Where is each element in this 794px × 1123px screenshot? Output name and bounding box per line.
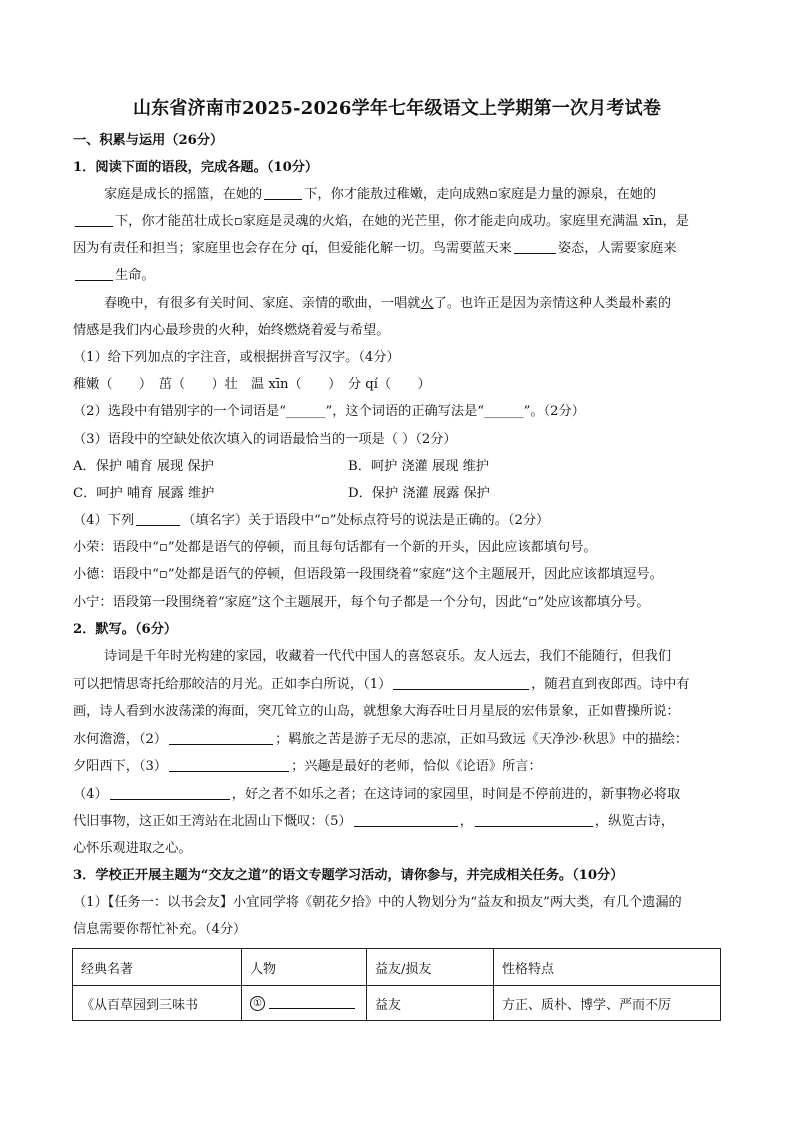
question-2-heading: 2．默写。（6分） (73, 622, 178, 637)
passage-line: 下，你才能茁壮成长▫家庭是灵魂的火焰，在她的光芒里，你才能走向成功。家庭里充满温 xīn，是 (73, 213, 723, 231)
sub-question-1: （1）给下列加点的字注音，或根据拼音写汉字。（4分） (73, 350, 400, 365)
underlined-word: 火 (420, 296, 434, 311)
sub-question-3: （3）语段中的空缺处依次填入的词语最恰当的一项是（ ）（2分） (73, 432, 457, 447)
passage-line: 画，诗人看到水波荡漾的海面，突兀耸立的山岛，就想象大海吞吐日月星辰的宏伟景象，正如曹操所说： (73, 704, 680, 719)
passage-line: 春晚中，有很多有关时间、家庭、亲情的歌曲，一唱就火了。也许正是因为亲情这种人类最朴素的 (104, 296, 672, 311)
friends-table (72, 948, 721, 1021)
table-cell-book: 《从百草园到三味书 (73, 986, 242, 1021)
table-header-row (73, 949, 721, 986)
option-a: A．保护 哺育 展现 保护 (73, 459, 214, 474)
passage-line: 家庭是成长的摇篮，在她的 下，你才能敖过稚嫩，走向成熟▫家庭是力量的源泉，在她的 (104, 187, 657, 202)
option-b: B．呵护 浇灌 展现 维护 (348, 459, 489, 474)
passage-line: 情感是我们内心最珍贵的火种，始终燃烧着爱与希望。 (73, 323, 390, 338)
table-header-cell: 益友/损友 (367, 949, 494, 986)
circled-number: ① (250, 996, 265, 1011)
passage-line: 诗词是千年时光构建的家园，收藏着一代代中国人的喜怒哀乐。友人远去，我们不能随行，但我们 (104, 649, 672, 664)
option-c: C．呵护 哺育 展露 维护 (73, 486, 215, 501)
statement-xiaorong: 小荣：语段中“▫”处都是语气的停顿，而且每句话都有一个新的开头，因此应该都填句号。 (73, 540, 597, 555)
punct-mark: ▫ (233, 214, 243, 229)
sub-question-4: （4）下列 （填名字）关于语段中“▫”处标点符号的说法是正确的。（2分） (73, 513, 550, 528)
option-d: D．保护 浇灌 展露 保护 (348, 486, 490, 501)
passage-line: 水何澹澹，（2） ；羁旅之苦是游子无尽的悲凉，正如马致远《天净沙·秋思》中的描绘： (73, 732, 689, 747)
option-row (73, 485, 723, 503)
statement-xiaoning: 小宁：语段第一段围绕着“家庭”这个主题展开，每个句子都是一个分句，因此“▫”处应该都填分号。 (73, 595, 650, 610)
passage-line: 心怀乐观进取之心。 (73, 841, 192, 856)
passage-line: 可以把情思寄托给那皎洁的月光。正如李白所说，（1） ，随君直到夜郎西。诗中有 (73, 677, 690, 692)
table-cell-trait: 方正、质朴、博学、严而不厉 (494, 986, 721, 1021)
question-1-heading: 1．阅读下面的语段，完成各题。（10分） (73, 160, 319, 175)
table-header-cell: 性格特点 (494, 949, 721, 986)
passage-line: （4） ，好之者不如乐之者；在这诗词的家园里，时间是不停前进的，新事物必将取 (73, 787, 681, 802)
answer-blank[interactable] (269, 995, 355, 1009)
passage-line: 夕阳西下，（3） ；兴趣是最好的老师，恰似《论语》所言： (73, 759, 542, 774)
page-title: 山东省济南市2025-2026学年七年级语文上学期第一次月考试卷 (132, 98, 662, 119)
passage-line: 因为有责任和担当；家庭里也会存在分 qí，但爱能化解一切。鸟需要蓝天来 姿态，人需要家庭来 (73, 241, 677, 256)
table-header-cell: 经典名著 (73, 949, 242, 986)
table-row (73, 986, 721, 1021)
task-line: （1）【任务一：以书会友】小宜同学将《朝花夕拾》中的人物划分为“益友和损友”两大类，有几个遗漏的 (73, 895, 682, 910)
punct-mark: ▫ (488, 187, 498, 202)
table-header-cell: 人物 (242, 949, 367, 986)
statement-xiaode: 小德：语段中“▫”处都是语气的停顿，但语段第一段围绕着“家庭”这个主题展开，因此应该都填逗号。 (73, 567, 663, 582)
table-cell-answer[interactable] (242, 986, 367, 1021)
sub-question-2: （2）选段中有错别字的一个词语是“______”，这个词语的正确写法是“______”。（2分） (73, 404, 585, 419)
task-line: 信息需要你帮忙补充。（4分） (73, 922, 247, 937)
punct-mark: ▫ (320, 513, 330, 528)
section-heading: 一、积累与运用（26分） (73, 133, 224, 148)
option-row (73, 458, 723, 476)
question-3-heading: 3．学校正开展主题为“交友之道”的语文专题学习活动，请你参与，并完成相关任务。（10分） (73, 868, 624, 883)
passage-line: 代旧事物，这正如王湾站在北固山下慨叹：（5） ， ，纵览古诗， (73, 814, 675, 829)
passage-line: 生命。 (73, 267, 723, 285)
sub-question-1-items: 稚嫩（ ） 茁（ ）壮 温 xīn（ ） 分 qí（ ） (73, 377, 431, 392)
table-cell-type: 益友 (367, 986, 494, 1021)
